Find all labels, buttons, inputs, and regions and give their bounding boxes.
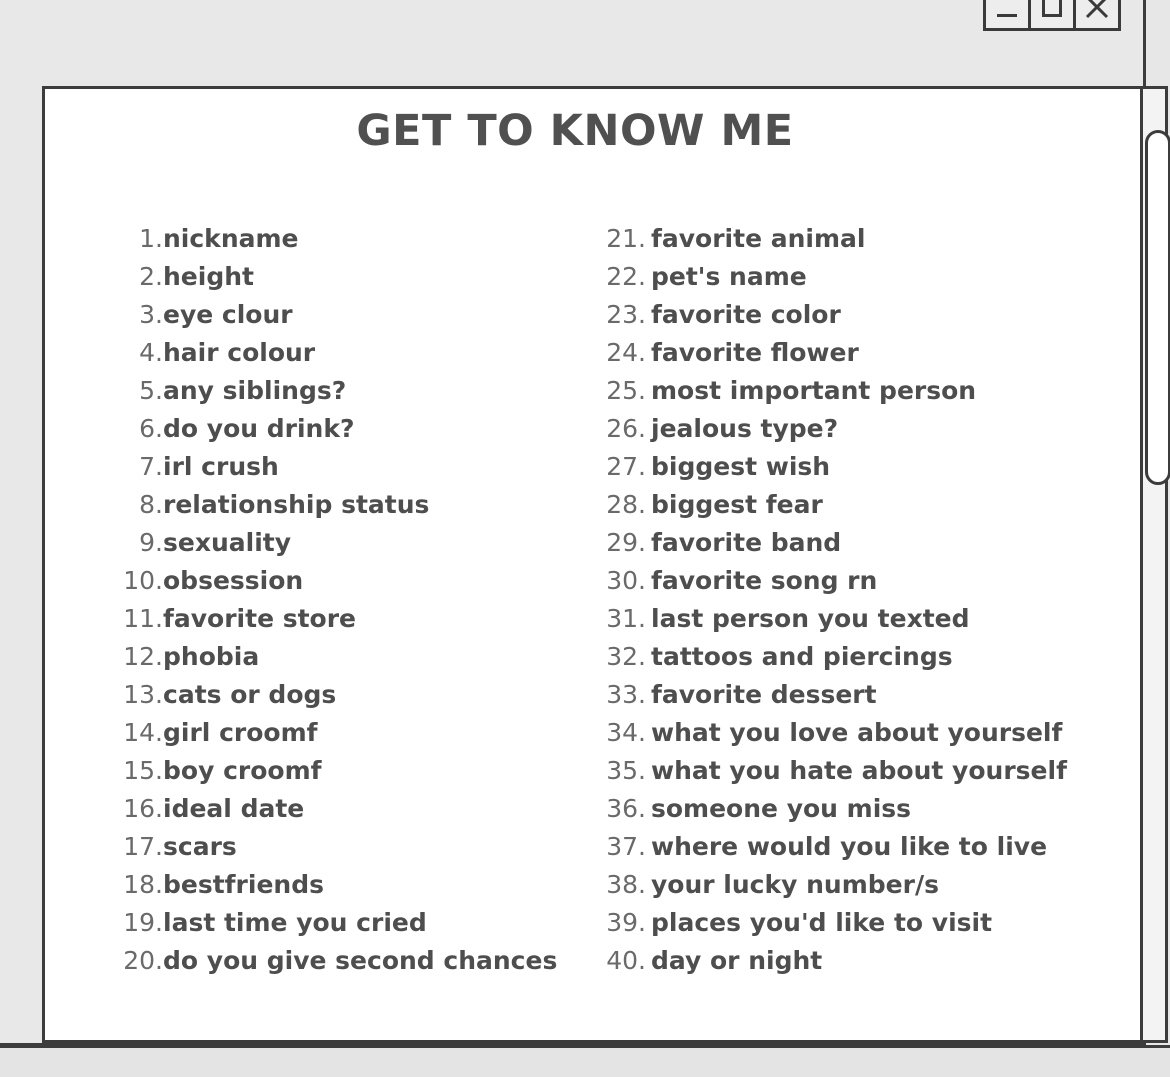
- item-label: girl croomf: [163, 718, 318, 747]
- item-number: 31.: [606, 604, 646, 633]
- item-label: any siblings?: [163, 376, 347, 405]
- item-number: 18.: [123, 870, 163, 899]
- list-item: [110, 828, 557, 866]
- item-number: 8.: [139, 490, 163, 519]
- item-number: 39.: [606, 908, 646, 937]
- item-label: your lucky number/s: [651, 870, 939, 899]
- item-label: ideal date: [163, 794, 305, 823]
- list-item: [590, 334, 1067, 372]
- list-item: [110, 790, 557, 828]
- list-item: [110, 486, 557, 524]
- item-label: favorite animal: [651, 224, 866, 253]
- list-item: [110, 372, 557, 410]
- close-button[interactable]: [1073, 0, 1121, 31]
- item-label: scars: [163, 832, 237, 861]
- item-number: 24.: [606, 338, 646, 367]
- list-item: [590, 296, 1067, 334]
- item-label: biggest wish: [651, 452, 831, 481]
- item-number: 6.: [139, 414, 163, 443]
- item-number: 13.: [123, 680, 163, 709]
- list-item: [110, 258, 557, 296]
- list-item: [110, 448, 557, 486]
- question-list-right: [590, 220, 1067, 980]
- item-number: 26.: [606, 414, 646, 443]
- item-number: 7.: [139, 452, 163, 481]
- item-label: someone you miss: [651, 794, 912, 823]
- item-number: 22.: [606, 262, 646, 291]
- list-item: [590, 942, 1067, 980]
- list-item: [110, 600, 557, 638]
- item-number: 3.: [139, 300, 163, 329]
- list-item: [590, 372, 1067, 410]
- item-label: what you love about yourself: [651, 718, 1063, 747]
- item-number: 15.: [123, 756, 163, 785]
- list-item: [110, 524, 557, 562]
- list-item: [110, 942, 557, 980]
- item-label: obsession: [163, 566, 304, 595]
- item-number: 14.: [123, 718, 163, 747]
- list-item: [110, 562, 557, 600]
- list-item: [590, 258, 1067, 296]
- item-label: do you drink?: [163, 414, 355, 443]
- item-label: last time you cried: [163, 908, 427, 937]
- list-item: [590, 220, 1067, 258]
- item-number: 16.: [123, 794, 163, 823]
- list-item: [590, 714, 1067, 752]
- maximize-button[interactable]: [1028, 0, 1076, 31]
- list-item: [110, 866, 557, 904]
- item-number: 25.: [606, 376, 646, 405]
- item-number: 1.: [139, 224, 163, 253]
- list-item: [590, 562, 1067, 600]
- item-label: irl crush: [163, 452, 279, 481]
- item-label: sexuality: [163, 528, 292, 557]
- item-label: bestfriends: [163, 870, 324, 899]
- item-label: last person you texted: [651, 604, 970, 633]
- item-number: 29.: [606, 528, 646, 557]
- item-number: 23.: [606, 300, 646, 329]
- list-item: [110, 638, 557, 676]
- minimize-button[interactable]: [983, 0, 1031, 31]
- list-item: [590, 410, 1067, 448]
- item-label: cats or dogs: [163, 680, 337, 709]
- item-label: hair colour: [163, 338, 316, 367]
- item-label: jealous type?: [651, 414, 839, 443]
- item-number: 21.: [606, 224, 646, 253]
- item-number: 34.: [606, 718, 646, 747]
- item-number: 12.: [123, 642, 163, 671]
- item-label: nickname: [163, 224, 299, 253]
- item-label: eye clour: [163, 300, 293, 329]
- list-item: [110, 904, 557, 942]
- item-label: favorite color: [651, 300, 841, 329]
- list-item: [590, 524, 1067, 562]
- item-number: 37.: [606, 832, 646, 861]
- list-item: [590, 676, 1067, 714]
- window-controls: [986, 0, 1121, 31]
- item-label: pet's name: [651, 262, 807, 291]
- item-label: places you'd like to visit: [651, 908, 993, 937]
- scrollbar-thumb[interactable]: [1145, 130, 1170, 485]
- list-item: [110, 220, 557, 258]
- item-number: 33.: [606, 680, 646, 709]
- item-label: boy croomf: [163, 756, 322, 785]
- item-label: what you hate about yourself: [651, 756, 1067, 785]
- item-label: where would you like to live: [651, 832, 1048, 861]
- list-item: [590, 486, 1067, 524]
- item-number: 19.: [123, 908, 163, 937]
- item-label: do you give second chances: [163, 946, 558, 975]
- list-item: [590, 904, 1067, 942]
- item-label: biggest fear: [651, 490, 823, 519]
- status-bar: [0, 1045, 1170, 1077]
- list-item: [110, 752, 557, 790]
- item-label: tattoos and piercings: [651, 642, 953, 671]
- item-label: favorite dessert: [651, 680, 877, 709]
- list-item: [590, 790, 1067, 828]
- item-number: 27.: [606, 452, 646, 481]
- list-item: [110, 296, 557, 334]
- list-item: [590, 600, 1067, 638]
- item-label: favorite flower: [651, 338, 859, 367]
- item-label: favorite song rn: [651, 566, 878, 595]
- list-item: [110, 410, 557, 448]
- list-item: [590, 448, 1067, 486]
- item-label: day or night: [651, 946, 823, 975]
- item-label: most important person: [651, 376, 977, 405]
- item-number: 20.: [123, 946, 163, 975]
- list-item: [110, 334, 557, 372]
- question-list-left: [110, 220, 557, 980]
- list-item: [590, 828, 1067, 866]
- item-number: 36.: [606, 794, 646, 823]
- item-label: height: [163, 262, 254, 291]
- item-label: phobia: [163, 642, 260, 671]
- item-number: 32.: [606, 642, 646, 671]
- vertical-scrollbar[interactable]: [1140, 89, 1165, 1040]
- item-number: 40.: [606, 946, 646, 975]
- item-number: 28.: [606, 490, 646, 519]
- list-item: [590, 866, 1067, 904]
- item-label: favorite band: [651, 528, 842, 557]
- list-item: [110, 676, 557, 714]
- item-number: 35.: [606, 756, 646, 785]
- item-number: 9.: [139, 528, 163, 557]
- page-title: GET TO KNOW ME: [356, 106, 794, 156]
- item-number: 17.: [123, 832, 163, 861]
- item-number: 11.: [123, 604, 163, 633]
- item-label: favorite store: [163, 604, 357, 633]
- item-number: 30.: [606, 566, 646, 595]
- list-item: [110, 714, 557, 752]
- item-number: 4.: [139, 338, 163, 367]
- item-number: 2.: [139, 262, 163, 291]
- close-icon: [1085, 0, 1109, 19]
- item-number: 10.: [123, 566, 163, 595]
- item-label: relationship status: [163, 490, 430, 519]
- list-item: [590, 752, 1067, 790]
- list-item: [590, 638, 1067, 676]
- item-number: 38.: [606, 870, 646, 899]
- item-number: 5.: [139, 376, 163, 405]
